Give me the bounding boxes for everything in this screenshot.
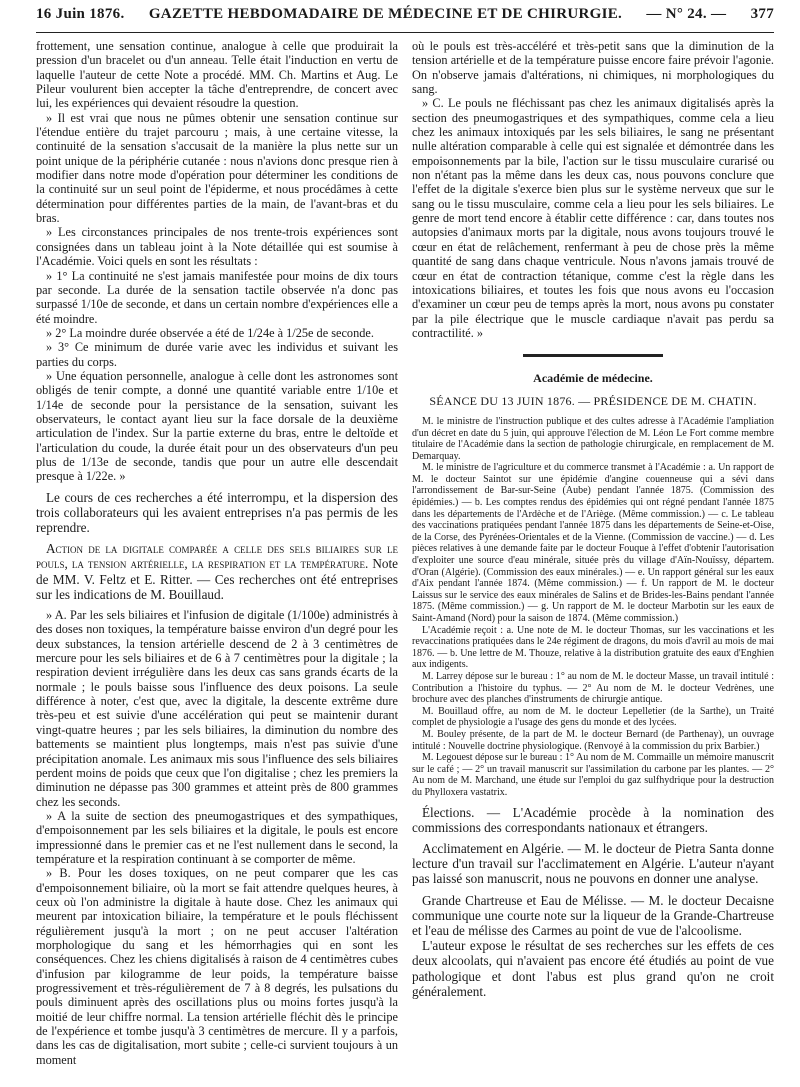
section-heading — [36, 541, 398, 602]
header-title: GAZETTE HEBDOMADAIRE DE MÉDECINE ET DE CHIRURGIE. — [148, 6, 623, 22]
section-divider — [523, 354, 663, 357]
paragraph: » Il est vrai que nous ne pûmes obtenir une sensation continue sur l'étendue entière du trajet parcouru ; mais, à une certaine vitesse, la continuité de la sensation s'accusait de la manière la plus nette sur un point unique de la périphérie cutanée : nous n'avions donc presque rien à modifier dans notre mode d'opération pour déterminer les conditions de la continuité sur un seul point de l'épiderme, et nous procédâmes à cette détermination pour différentes parties de la main, de l'avant-bras et du bras. — [36, 110, 398, 226]
academy-title: Académie de médecine. — [533, 371, 653, 386]
minutes-item: L'Académie reçoit : a. Une note de M. le docteur Thomas, sur les vaccinations et les revaccinations pratiquées dans le 24e régiment de dragons, du mois d'avril au mois de mai 1876. — b. Une lettre de M. Thouze, relative à la distribution gratuite des eaux d'Enghien aux indigents. — [412, 624, 774, 671]
paragraph: où le pouls est très-accéléré et très-petit sans que la diminution de la tension artérielle et de la température puisse encore faire prévoir l'agonie. On n'observe jamais d'altérations, ni chimiques, ni morphologiques du sang. — [412, 39, 774, 97]
minutes-item: M. Bouley présente, de la part de M. le docteur Bernard (de Parthenay), un ouvrage intitulé : Nouvelle doctrine physiologique. (Renvoyé à la commission du prix Barbier.) — [412, 728, 774, 752]
minutes-item: M. Larrey dépose sur le bureau : 1° au nom de M. le docteur Masse, un travail intitulé : Contribution a l'histoire du typhus. — 2° Au nom de M. le docteur Vedrènes, une brochure avec des planches d'instruments de chirurgie antique. — [412, 670, 774, 706]
paragraph: Le cours de ces recherches a été interrompu, et la dispersion des trois collaborateurs qui les avaient entreprises n'a pas permis de les reprendre. — [36, 489, 398, 536]
paragraph: » Une équation personnelle, analogue à celle dont les astronomes sont obligés de tenir compte, a donné une quantité variable entre 1/10e et 1/14e de seconde pour la persistance de la sensation, suivant les observateurs, le contact ayant lieu sur la face dorsale de la deuxième articulation de l'index. Sur la partie externe du bras, entre le deltoïde et l'articulation du coude, la durée était pour un des observateurs d'un peu plus de 1/13e de seconde, tandis que pour un autre elle descendait presque à 1/22e. » — [36, 368, 398, 484]
paragraph: Grande Chartreuse et Eau de Mélisse. — M. le docteur Decaisne communique une courte note sur la liqueur de la Grande-Chartreuse et l'eau de mélisse des Carmes au point de vue de l'alcoolisme. — [412, 892, 774, 938]
section-note: Note de MM. V. Feltz et E. Ritter. — Ces recherches ont été entreprises sur les indications de M. Bouillaud. — [36, 556, 398, 602]
paragraph: frottement, une sensation continue, analogue à celle que produirait la pression d'un bracelet ou d'un anneau. Telle était l'induction en vertu de laquelle l'auteur de cette Note a procédé. MM. Ch. Martins et Aug. Le Pileur voulurent bien accepter la tâche d'entreprendre, de concert avec lui, les expériences qui devaient résoudre la question. — [36, 39, 398, 111]
paragraph: Élections. — L'Académie procède à la nomination des commissions des correspondants nationaux et étrangers. — [412, 804, 774, 835]
paragraph: » 3° Ce minimum de durée varie avec les individus et suivant les parties du corps. — [36, 340, 398, 369]
paragraph: » 1° La continuité ne s'est jamais manifestée pour moins de dix tours par seconde. La durée de la sensation tactile observée n'a donc pas surpassé 1/10e de seconde, et dans un certain nombre d'expériences elle a été moindre. — [36, 268, 398, 326]
paragraph: Acclimatement en Algérie. — M. le docteur de Pietra Santa donne lecture d'un travail sur l'acclimatement en Algérie. L'auteur n'ayant pas laissé son manuscrit, nous ne pouvons en donner une analyse. — [412, 840, 774, 887]
header-date: 16 Juin 1876. — [36, 6, 125, 22]
running-header — [36, 6, 774, 33]
header-issue: — N° 24. — — [646, 6, 727, 22]
minutes-item: M. le ministre de l'instruction publique et des cultes adresse à l'Académie l'ampliation d'un décret en date du 5 juin, qui approuve l'élection de M. Léon Le Fort comme membre titulaire de l'Académie dans la section de pathologie chirurgicale, en remplacement de M. Demarquay. — [412, 415, 774, 462]
left-column — [36, 39, 398, 1067]
two-column-body — [36, 39, 774, 1067]
right-column — [412, 39, 774, 1067]
paragraph: » A. Par les sels biliaires et l'infusion de digitale (1/100e) administrés à des doses non toxiques, la température baisse environ d'un degré pour les deux substances, la tension artérielle descend de 2 à 3 centimètres de mercure pour les sels biliaires et de 6 à 7 centimètres pour la digitale ; la respiration devient irrégulière dans les deux cas sans grands écarts de la normale ; le pouls baisse sous l'influence des deux poisons. La seule différence à noter, c'est que, avec la digitale, la descente extrême dure très-peu et est suivie d'une accélération qui peut se maintenir durant vingt-quatre heures ; par les sels biliaires, la diminution du nombre des battements se maintient plus longtemps, mais n'est pas suivie d'une précipitation anomale. Les animaux mis sous l'influence des sels biliaires perdent moins de poids que ceux que l'on digitalise ; chez les premiers la diminution ne dépasse pas 300 grammes et atteint près de 800 grammes chez les seconds. — [36, 608, 398, 809]
minutes-item: M. le ministre de l'agriculture et du commerce transmet à l'Académie : a. Un rapport de M. le docteur Saintot sur une épidémie d'angine couenneuse qui a sévi dans l'arrondissement de Bar-sur-Seine (Aube) pendant l'année 1875. (Commission des épidémies.) — b. Les comptes rendus des épidémies qui ont régné pendant l'année 1875 dans les départements de l'Ardèche et de l'Ariège. (Même commission.) — c. Le tableau des vaccinations pratiquées pendant l'année 1875 dans les départements de Seine-et-Oise, de la Corse, des Pyrénées-Orientales et de la Vienne. (Commission de vaccine.) — d. Les pièces relatives à une demande faite par le docteur Fouque à l'effet d'obtenir l'autorisation d'exploiter une source d'eau minérale, située près du village d'Aïn-Nouïssy, départem. d'Oran (Algérie). (Commission des eaux minérales.) — e. Un rapport général sur les eaux d'Aix pendant l'année 1874. (Même commission.) — f. Un rapport de M. le docteur Laissus sur le service des eaux minérales de Salins et de Brides-les-Bains pendant l'année 1875. (Même commission.) — g. Un rapport de M. le docteur Marbotin sur les eaux de Saint-Amand (Nord) pour la saison de 1874. (Même commission.) — [412, 462, 774, 624]
paragraph: L'auteur expose le résultat de ses recherches sur les effets de ces deux alcoolats, qui n'avaient pas encore été étudiés au point de vue pathologique et dont l'abus est plus grand qu'on ne croit généralement. — [412, 938, 774, 999]
paragraph: » 2° La moindre durée observée a été de 1/24e à 1/25e de seconde. — [46, 325, 374, 340]
paragraph: » C. Le pouls ne fléchissant pas chez les animaux digitalisés après la section des pneumogastriques et des sympathiques, comme cela a lieu chez les animaux intoxiqués par les sels biliaires, le sang ne présentant nulle altération comparable à celle qui est signalée et démontrée dans les empoisonnements par la bile, l'action sur le tissu musculaire curarisé ou non n'étant pas la même dans les deux cas, nous pouvons conclure que l'effet de la digitale s'exerce bien plus sur le système nerveux que sur le sang ou le tissu musculaire, comme cela a lieu pour les sels biliaires. Le genre de mort tend encore à établir cette différence : car, dans toutes nos autopsies d'animaux morts par la digitale, nous avons toujours trouvé le cœur en état de relâchement, renfermant à peu de chose près la même quantité de sang dans chaque ventricule. Nous n'avons jamais trouvé de cœur en état de contraction tétanique, comme c'est la règle dans les intoxications biliaires, et toutes les fois que nous avons eu l'occasion d'examiner un cœur peu de temps après la mort, nous avons pu constater par la pile électrique que le muscle cardiaque n'avait pas perdu sa contractilité. » — [412, 96, 774, 340]
paragraph: » A la suite de section des pneumogastriques et des sympathiques, d'empoisonnement par les sels biliaires et la digitale, le pouls est encore impressionné dans le premier cas et ne l'est nullement dans le second, la température et la respiration continuant à se comporter de même. — [36, 808, 398, 866]
header-page-number: 377 — [750, 6, 774, 22]
minutes-item: M. Legouest dépose sur le bureau : 1° Au nom de M. Commaille un mémoire manuscrit sur le café ; — 2° un travail manuscrit sur l'assimilation du carbone par les plantes. — 2° Au nom de M. Marchand, une étude sur l'emploi du gaz sulfhydrique pour la destruction du Phylloxera vastatrix. — [412, 752, 774, 798]
minutes-item: M. Bouillaud offre, au nom de M. le docteur Lepelletier (de la Sarthe), un Traité complet de physiologie a l'usage des gens du monde et des lycées. — [412, 705, 774, 729]
paragraph: » Les circonstances principales de nos trente-trois expériences sont consignées dans un tableau joint à la Note détaillée qui est soumise à l'Académie. Voici quels en sont les résultats : — [36, 225, 398, 269]
section-title: Action de la digitale comparée a celle des sels biliaires sur le pouls, la tension artérielle, la respiration et la température. — [36, 541, 398, 572]
session-heading: SÉANCE DU 13 JUIN 1876. — PRÉSIDENCE DE M. CHATIN. — [429, 393, 757, 408]
paragraph: » B. Pour les doses toxiques, on ne peut comparer que les cas d'empoisonnement biliaire, où la mort se fait attendre quelques heures, à ceux où l'on administre la digitale à haute dose. Chez les animaux qui meurent par intoxication biliaire, la température et le pouls fléchissent régulièrement jusqu'à la mort ; on ne peut accuser l'altération morphologique du sang et les hémorrhagies qui en sont les conséquences. Chez les chiens digitalisés à raison de 4 centimètres cubes d'infusion par kilogramme de leur poids, la température baisse progressivement et très-régulièrement de 7 à 8 degrés, les pulsations du pouls diminuent après des oscillations plus ou moins fortes jusqu'à la moitié de leur chiffre normal. La tension artérielle fléchit dès le principe de l'expérience et tombe jusqu'à 3 centimètres de mercure. Il y a parfois, dans les cas de digitalisation, mort subite ; celle-ci survient toujours à un moment — [36, 866, 398, 1067]
